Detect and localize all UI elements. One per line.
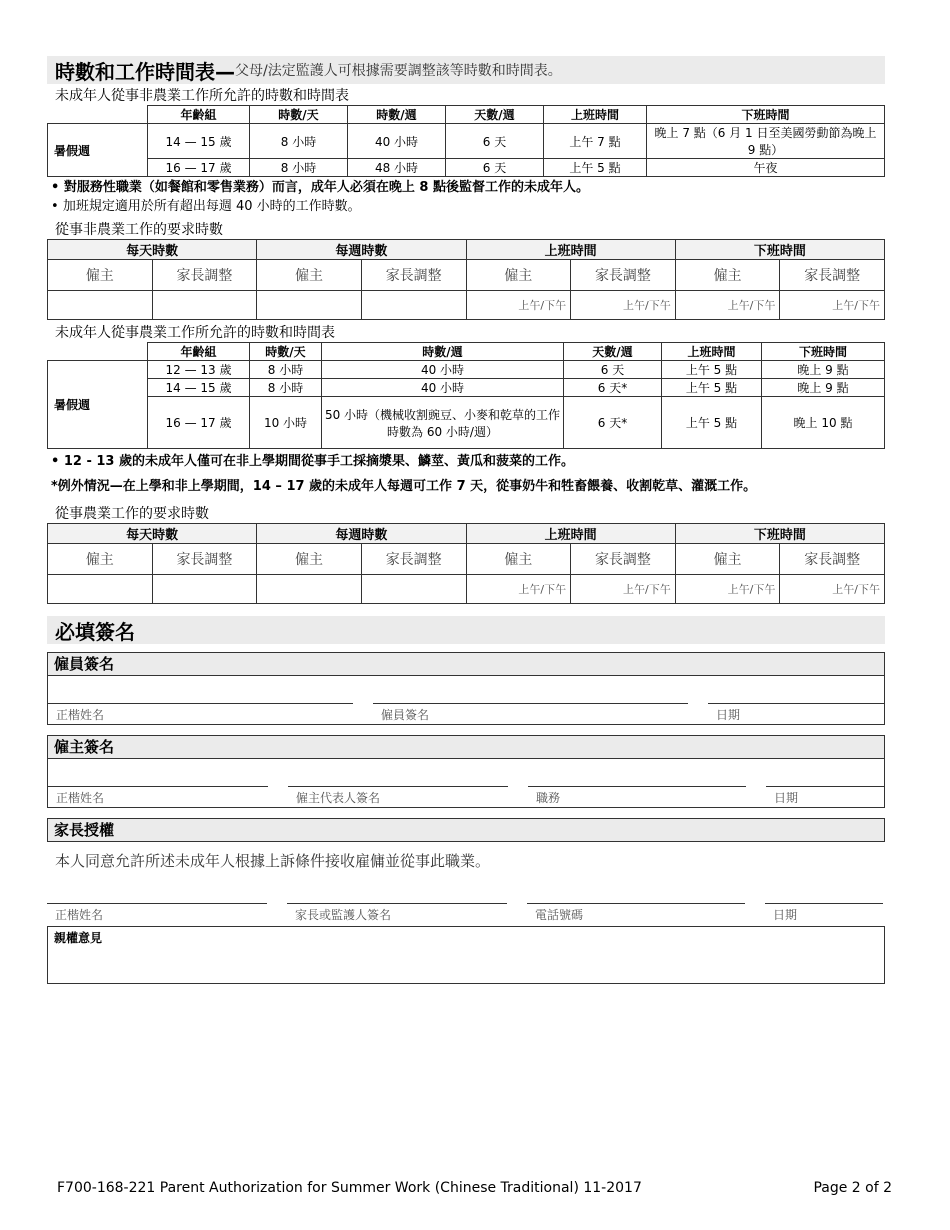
section-subtitle: 父母/法定監護人可根據需要調整該等時數和時間表。 xyxy=(235,63,562,79)
group-header: 下班時間 xyxy=(675,240,884,260)
table-cell: 晚上 9 點 xyxy=(762,361,885,379)
table-cell: 40 小時 xyxy=(322,379,564,397)
note-text: 對服務性職業（如餐館和零售業務）而言，成年人必須在晚上 8 點後監督工作的未成年人。 xyxy=(63,180,589,195)
employer-signature-box xyxy=(47,735,885,808)
table-cell: 午夜 xyxy=(647,159,885,177)
parental-comments-field[interactable] xyxy=(47,926,885,984)
field-label: 正楷姓名 xyxy=(56,708,105,722)
group-header: 每週時數 xyxy=(257,524,466,544)
col-header: 年齡組 xyxy=(148,343,250,361)
input-weekly-employer[interactable] xyxy=(257,291,362,320)
farm-allowed-table xyxy=(47,342,885,449)
col-header: 天數/週 xyxy=(446,106,544,124)
input-end-employer[interactable]: 上午/下午 xyxy=(675,291,780,320)
sub-header: 家長調整 xyxy=(571,544,676,575)
group-header: 每天時數 xyxy=(48,524,257,544)
sub-header: 僱主 xyxy=(466,544,571,575)
table-cell: 上午 5 點 xyxy=(662,361,762,379)
table-cell: 上午 5 點 xyxy=(662,397,762,449)
table-cell: 8 小時 xyxy=(250,379,322,397)
note-text: 12 - 13 歲的未成年人僅可在非上學期間從事手工採摘漿果、鱗莖、黃瓜和菠菜的工作。 xyxy=(63,454,574,469)
note-bullet: • 加班規定適用於所有超出每週 40 小時的工作時數。 xyxy=(51,199,361,214)
col-header: 時數/天 xyxy=(250,106,348,124)
col-header: 上班時間 xyxy=(544,106,647,124)
field-label: 電話號碼 xyxy=(535,908,584,922)
parent-authorization-box xyxy=(47,818,885,984)
input-weekly-parent[interactable] xyxy=(361,291,466,320)
table-cell: 上午 5 點 xyxy=(544,159,647,177)
sub-header: 家長調整 xyxy=(152,260,257,291)
form-page xyxy=(47,56,885,984)
table-cell: 16 — 17 歲 xyxy=(148,397,250,449)
parent-consent-statement: 本人同意允許所述未成年人根據上訴條件接收雇傭並從事此職業。 xyxy=(55,852,491,870)
nonfarm-required-caption: 從事非農業工作的要求時數 xyxy=(55,222,223,238)
form-id: F700-168-221 Parent Authorization for Summer Work (Chinese Traditional) 11-2017 xyxy=(57,1180,642,1196)
field-label: 僱主代表人簽名 xyxy=(296,791,381,805)
employer-date-field[interactable] xyxy=(766,759,884,805)
sub-header: 僱主 xyxy=(48,544,153,575)
parent-name-field[interactable] xyxy=(47,884,267,922)
table-cell: 晚上 9 點 xyxy=(762,379,885,397)
field-label: 日期 xyxy=(716,708,741,722)
employee-signature-title: 僱員簽名 xyxy=(48,653,884,676)
table-cell: 上午 5 點 xyxy=(662,379,762,397)
col-header: 時數/天 xyxy=(250,343,322,361)
col-header: 時數/週 xyxy=(348,106,446,124)
sub-header: 家長調整 xyxy=(152,544,257,575)
col-header: 時數/週 xyxy=(322,343,564,361)
input-start-employer[interactable]: 上午/下午 xyxy=(466,291,571,320)
field-label: 家長或監護人簽名 xyxy=(295,908,392,922)
sub-header: 僱主 xyxy=(257,260,362,291)
input-weekly-parent[interactable] xyxy=(361,575,466,604)
employee-date-field[interactable] xyxy=(708,676,884,722)
nonfarm-allowed-table xyxy=(47,105,885,177)
farm-required-caption: 從事農業工作的要求時數 xyxy=(55,506,209,522)
group-header: 上班時間 xyxy=(466,240,675,260)
parental-comments-label: 親權意見 xyxy=(54,931,103,945)
signature-row xyxy=(48,676,884,722)
table-cell: 48 小時 xyxy=(348,159,446,177)
table-cell: 6 天 xyxy=(446,159,544,177)
nonfarm-allowed-caption: 未成年人從事非農業工作所允許的時數和時間表 xyxy=(55,88,349,104)
farm-allowed-caption: 未成年人從事農業工作所允許的時數和時間表 xyxy=(55,325,335,341)
note-text: 加班規定適用於所有超出每週 40 小時的工作時數。 xyxy=(62,199,361,214)
signatures-header xyxy=(47,616,885,644)
table-cell: 晚上 10 點 xyxy=(762,397,885,449)
sub-header: 家長調整 xyxy=(780,260,885,291)
table-cell: 12 — 13 歲 xyxy=(148,361,250,379)
employee-name-field[interactable] xyxy=(48,676,353,722)
field-label: 日期 xyxy=(774,791,799,805)
note-bullet: • 對服務性職業（如餐館和零售業務）而言，成年人必須在晚上 8 點後監督工作的未成年人。 xyxy=(51,180,589,195)
employee-signature-box xyxy=(47,652,885,725)
table-cell: 6 天* xyxy=(564,397,662,449)
table-cell: 10 小時 xyxy=(250,397,322,449)
sub-header: 家長調整 xyxy=(780,544,885,575)
nonfarm-required-table xyxy=(47,239,885,320)
table-cell: 8 小時 xyxy=(250,159,348,177)
field-label: 正楷姓名 xyxy=(56,791,105,805)
field-label: 正楷姓名 xyxy=(55,908,104,922)
sub-header: 家長調整 xyxy=(361,260,466,291)
input-daily-parent[interactable] xyxy=(152,575,257,604)
sub-header: 僱主 xyxy=(257,544,362,575)
col-header: 天數/週 xyxy=(564,343,662,361)
table-cell: 14 — 15 歲 xyxy=(148,379,250,397)
parent-date-field[interactable] xyxy=(765,884,883,922)
group-header: 每週時數 xyxy=(257,240,466,260)
table-cell: 40 小時 xyxy=(348,124,446,159)
field-label: 職務 xyxy=(536,791,561,805)
sub-header: 家長調整 xyxy=(571,260,676,291)
table-cell: 6 天 xyxy=(446,124,544,159)
field-label: 日期 xyxy=(773,908,798,922)
page-number: Page 2 of 2 xyxy=(813,1180,892,1196)
signature-row xyxy=(47,884,885,922)
page-footer xyxy=(57,1180,892,1196)
group-header: 每天時數 xyxy=(48,240,257,260)
table-cell: 50 小時（機械收割豌豆、小麥和乾草的工作時數為 60 小時/週） xyxy=(322,397,564,449)
input-end-parent[interactable]: 上午/下午 xyxy=(780,575,885,604)
employer-title-field[interactable] xyxy=(528,759,746,805)
hours-schedule-header xyxy=(47,56,885,84)
table-cell: 上午 7 點 xyxy=(544,124,647,159)
input-daily-employer[interactable] xyxy=(48,575,153,604)
sub-header: 僱主 xyxy=(675,544,780,575)
input-start-employer[interactable]: 上午/下午 xyxy=(466,575,571,604)
row-label: 暑假週 xyxy=(48,124,148,177)
sub-header: 僱主 xyxy=(675,260,780,291)
parent-authorization-title: 家長授權 xyxy=(47,819,885,842)
col-header: 年齡組 xyxy=(148,106,250,124)
input-weekly-employer[interactable] xyxy=(257,575,362,604)
sub-header: 僱主 xyxy=(48,260,153,291)
group-header: 上班時間 xyxy=(466,524,675,544)
col-header: 上班時間 xyxy=(662,343,762,361)
signatures-title: 必填簽名 xyxy=(55,619,135,644)
input-start-parent[interactable]: 上午/下午 xyxy=(571,291,676,320)
employer-name-field[interactable] xyxy=(48,759,268,805)
table-cell: 晚上 7 點（6 月 1 日至美國勞動節為晚上 9 點） xyxy=(647,124,885,159)
input-daily-parent[interactable] xyxy=(152,291,257,320)
sub-header: 僱主 xyxy=(466,260,571,291)
farm-required-table xyxy=(47,523,885,604)
table-cell: 16 — 17 歲 xyxy=(148,159,250,177)
table-cell: 8 小時 xyxy=(250,361,322,379)
input-end-parent[interactable]: 上午/下午 xyxy=(780,291,885,320)
col-header: 下班時間 xyxy=(647,106,885,124)
table-cell: 6 天 xyxy=(564,361,662,379)
sub-header: 家長調整 xyxy=(361,544,466,575)
col-header: 下班時間 xyxy=(762,343,885,361)
note-exception: *例外情況—在上學和非上學期間，14 – 17 歲的未成年人每週可工作 7 天，從事奶牛和牲畜餵養、收割乾草、灌溉工作。 xyxy=(51,479,757,494)
input-start-parent[interactable]: 上午/下午 xyxy=(571,575,676,604)
employee-signature-field[interactable] xyxy=(373,676,688,722)
row-label: 暑假週 xyxy=(48,361,148,449)
input-end-employer[interactable]: 上午/下午 xyxy=(675,575,780,604)
parent-phone-field[interactable] xyxy=(527,884,745,922)
signature-row xyxy=(48,759,884,805)
table-cell: 8 小時 xyxy=(250,124,348,159)
employer-rep-signature-field[interactable] xyxy=(288,759,508,805)
input-daily-employer[interactable] xyxy=(48,291,153,320)
field-label: 僱員簽名 xyxy=(381,708,430,722)
employer-signature-title: 僱主簽名 xyxy=(48,736,884,759)
note-bullet: • 12 - 13 歲的未成年人僅可在非上學期間從事手工採摘漿果、鱗莖、黃瓜和菠菜的工作。 xyxy=(51,454,574,469)
section-title: 時數和工作時間表— xyxy=(55,59,235,84)
parent-signature-field[interactable] xyxy=(287,884,507,922)
table-cell: 14 — 15 歲 xyxy=(148,124,250,159)
table-cell: 40 小時 xyxy=(322,361,564,379)
table-cell: 6 天* xyxy=(564,379,662,397)
group-header: 下班時間 xyxy=(675,524,884,544)
